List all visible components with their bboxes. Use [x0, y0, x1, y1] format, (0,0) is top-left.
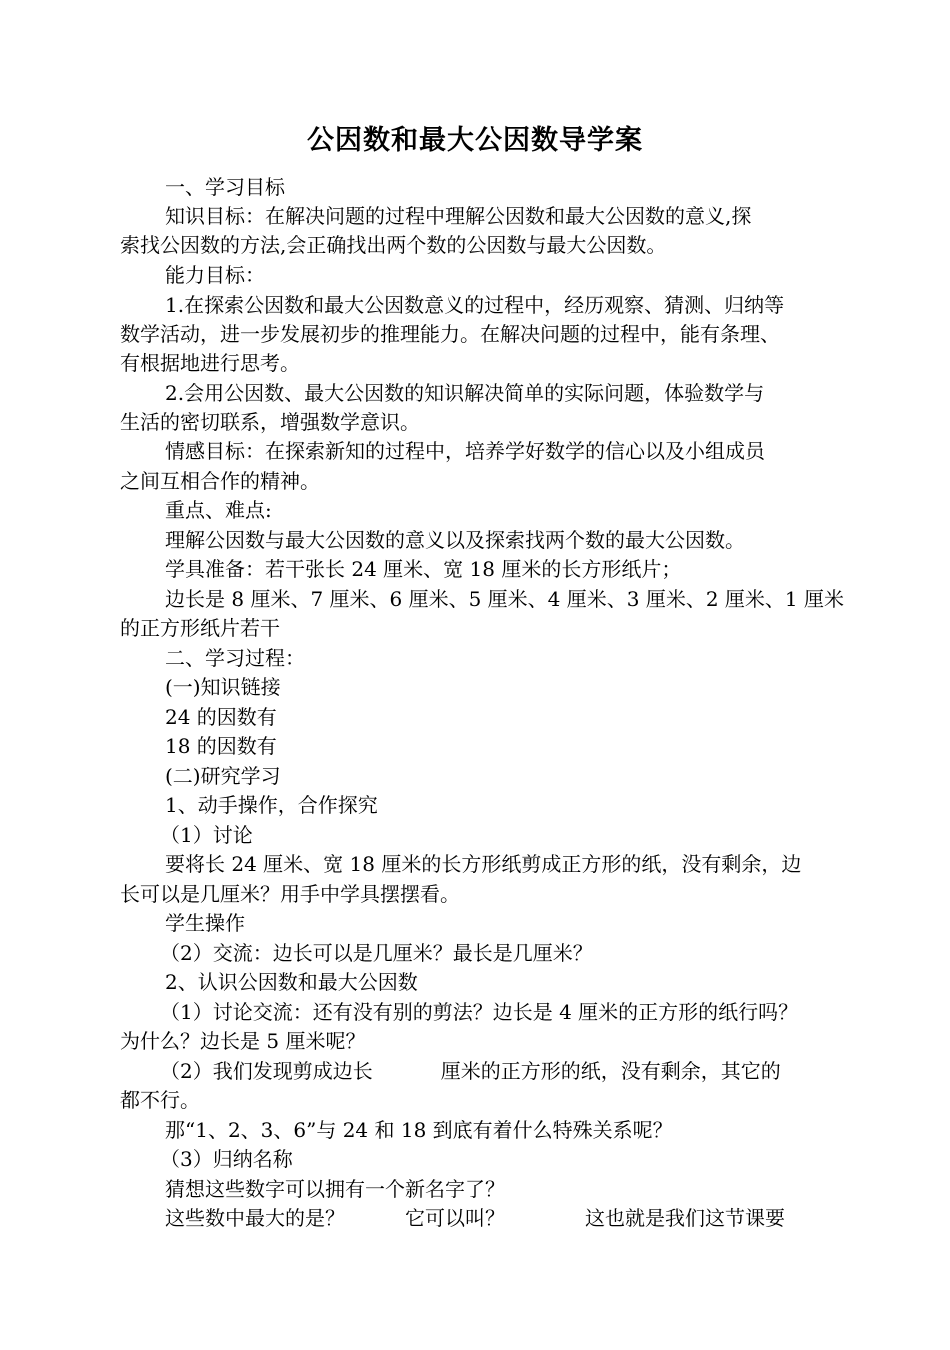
question-text-2: 它可以叫？ [405, 1206, 505, 1230]
fill-blank-text-start: （2）我们发现剪成边长 [160, 1059, 373, 1083]
document-title: 公因数和最大公因数导学案 [307, 125, 643, 156]
paragraph-line: 都不行。 [120, 1088, 200, 1112]
paragraph-line: 1.在探索公因数和最大公因数意义的过程中，经历观察、猜测、归纳等 [165, 293, 785, 317]
paragraph-line: 边长是 8 厘米、7 厘米、6 厘米、5 厘米、4 厘米、3 厘米、2 厘米、1 厘米 [165, 587, 845, 611]
paragraph-line: 情感目标：在探索新知的过程中，培养学好数学的信心以及小组成员 [165, 439, 765, 463]
paragraph-line: 1、动手操作，合作探究 [165, 793, 378, 817]
fill-blank-text-end: 厘米的正方形的纸，没有剩余，其它的 [440, 1059, 781, 1083]
section-heading: 二、学习过程： [165, 646, 305, 670]
question-text-1: 这些数中最大的是？ [165, 1206, 345, 1230]
paragraph-line: 的正方形纸片若干 [120, 616, 280, 640]
paragraph-line: 学具准备：若干张长 24 厘米、宽 18 厘米的长方形纸片； [165, 557, 682, 581]
paragraph-line: 为什么？边长是 5 厘米呢？ [120, 1029, 366, 1053]
paragraph-line: 数学活动，进一步发展初步的推理能力。在解决问题的过程中，能有条理、 [120, 322, 780, 346]
paragraph-line: 2、认识公因数和最大公因数 [165, 970, 418, 994]
paragraph-line: 18 的因数有 [165, 734, 277, 758]
paragraph-line: 索找公因数的方法,会正确找出两个数的公因数与最大公因数。 [120, 233, 667, 257]
paragraph-line: 学生操作 [165, 911, 245, 935]
fill-blank-line [165, 1203, 785, 1233]
section-heading: 一、学习目标 [165, 175, 285, 199]
paragraph-line: 之间互相合作的精神。 [120, 469, 320, 493]
paragraph-line: （2）交流：边长可以是几厘米？最长是几厘米？ [160, 941, 593, 965]
paragraph-line: （1）讨论交流：还有没有别的剪法？边长是 4 厘米的正方形的纸行吗？ [160, 1000, 799, 1024]
paragraph-line: 有根据地进行思考。 [120, 351, 300, 375]
subheading: 能力目标： [165, 263, 265, 287]
subheading: 重点、难点: [165, 498, 272, 522]
paragraph-line: （3）归纳名称 [160, 1147, 293, 1171]
paragraph-line: 2.会用公因数、最大公因数的知识解决简单的实际问题，体验数学与 [165, 381, 765, 405]
paragraph-line: 那“1、2、3、6”与 24 和 18 到底有着什么特殊关系呢？ [165, 1118, 673, 1142]
paragraph-line: （1）讨论 [160, 823, 253, 847]
paragraph-line: 理解公因数与最大公因数的意义以及探索找两个数的最大公因数。 [165, 528, 745, 552]
question-text-3: 这也就是我们这节课要 [585, 1206, 785, 1230]
paragraph-line: 要将长 24 厘米、宽 18 厘米的长方形纸剪成正方形的纸，没有剩余，边 [165, 852, 802, 876]
paragraph-line: 长可以是几厘米？用手中学具摆摆看。 [120, 882, 460, 906]
subheading: (一)知识链接 [165, 675, 281, 699]
paragraph-line: 猜想这些数字可以拥有一个新名字了？ [165, 1177, 505, 1201]
paragraph-line: 生活的密切联系，增强数学意识。 [120, 410, 420, 434]
paragraph-line: 24 的因数有 [165, 705, 277, 729]
fill-blank-line [160, 1056, 781, 1086]
subheading: (二)研究学习 [165, 764, 281, 788]
paragraph-line: 知识目标：在解决问题的过程中理解公因数和最大公因数的意义,探 [165, 204, 752, 228]
